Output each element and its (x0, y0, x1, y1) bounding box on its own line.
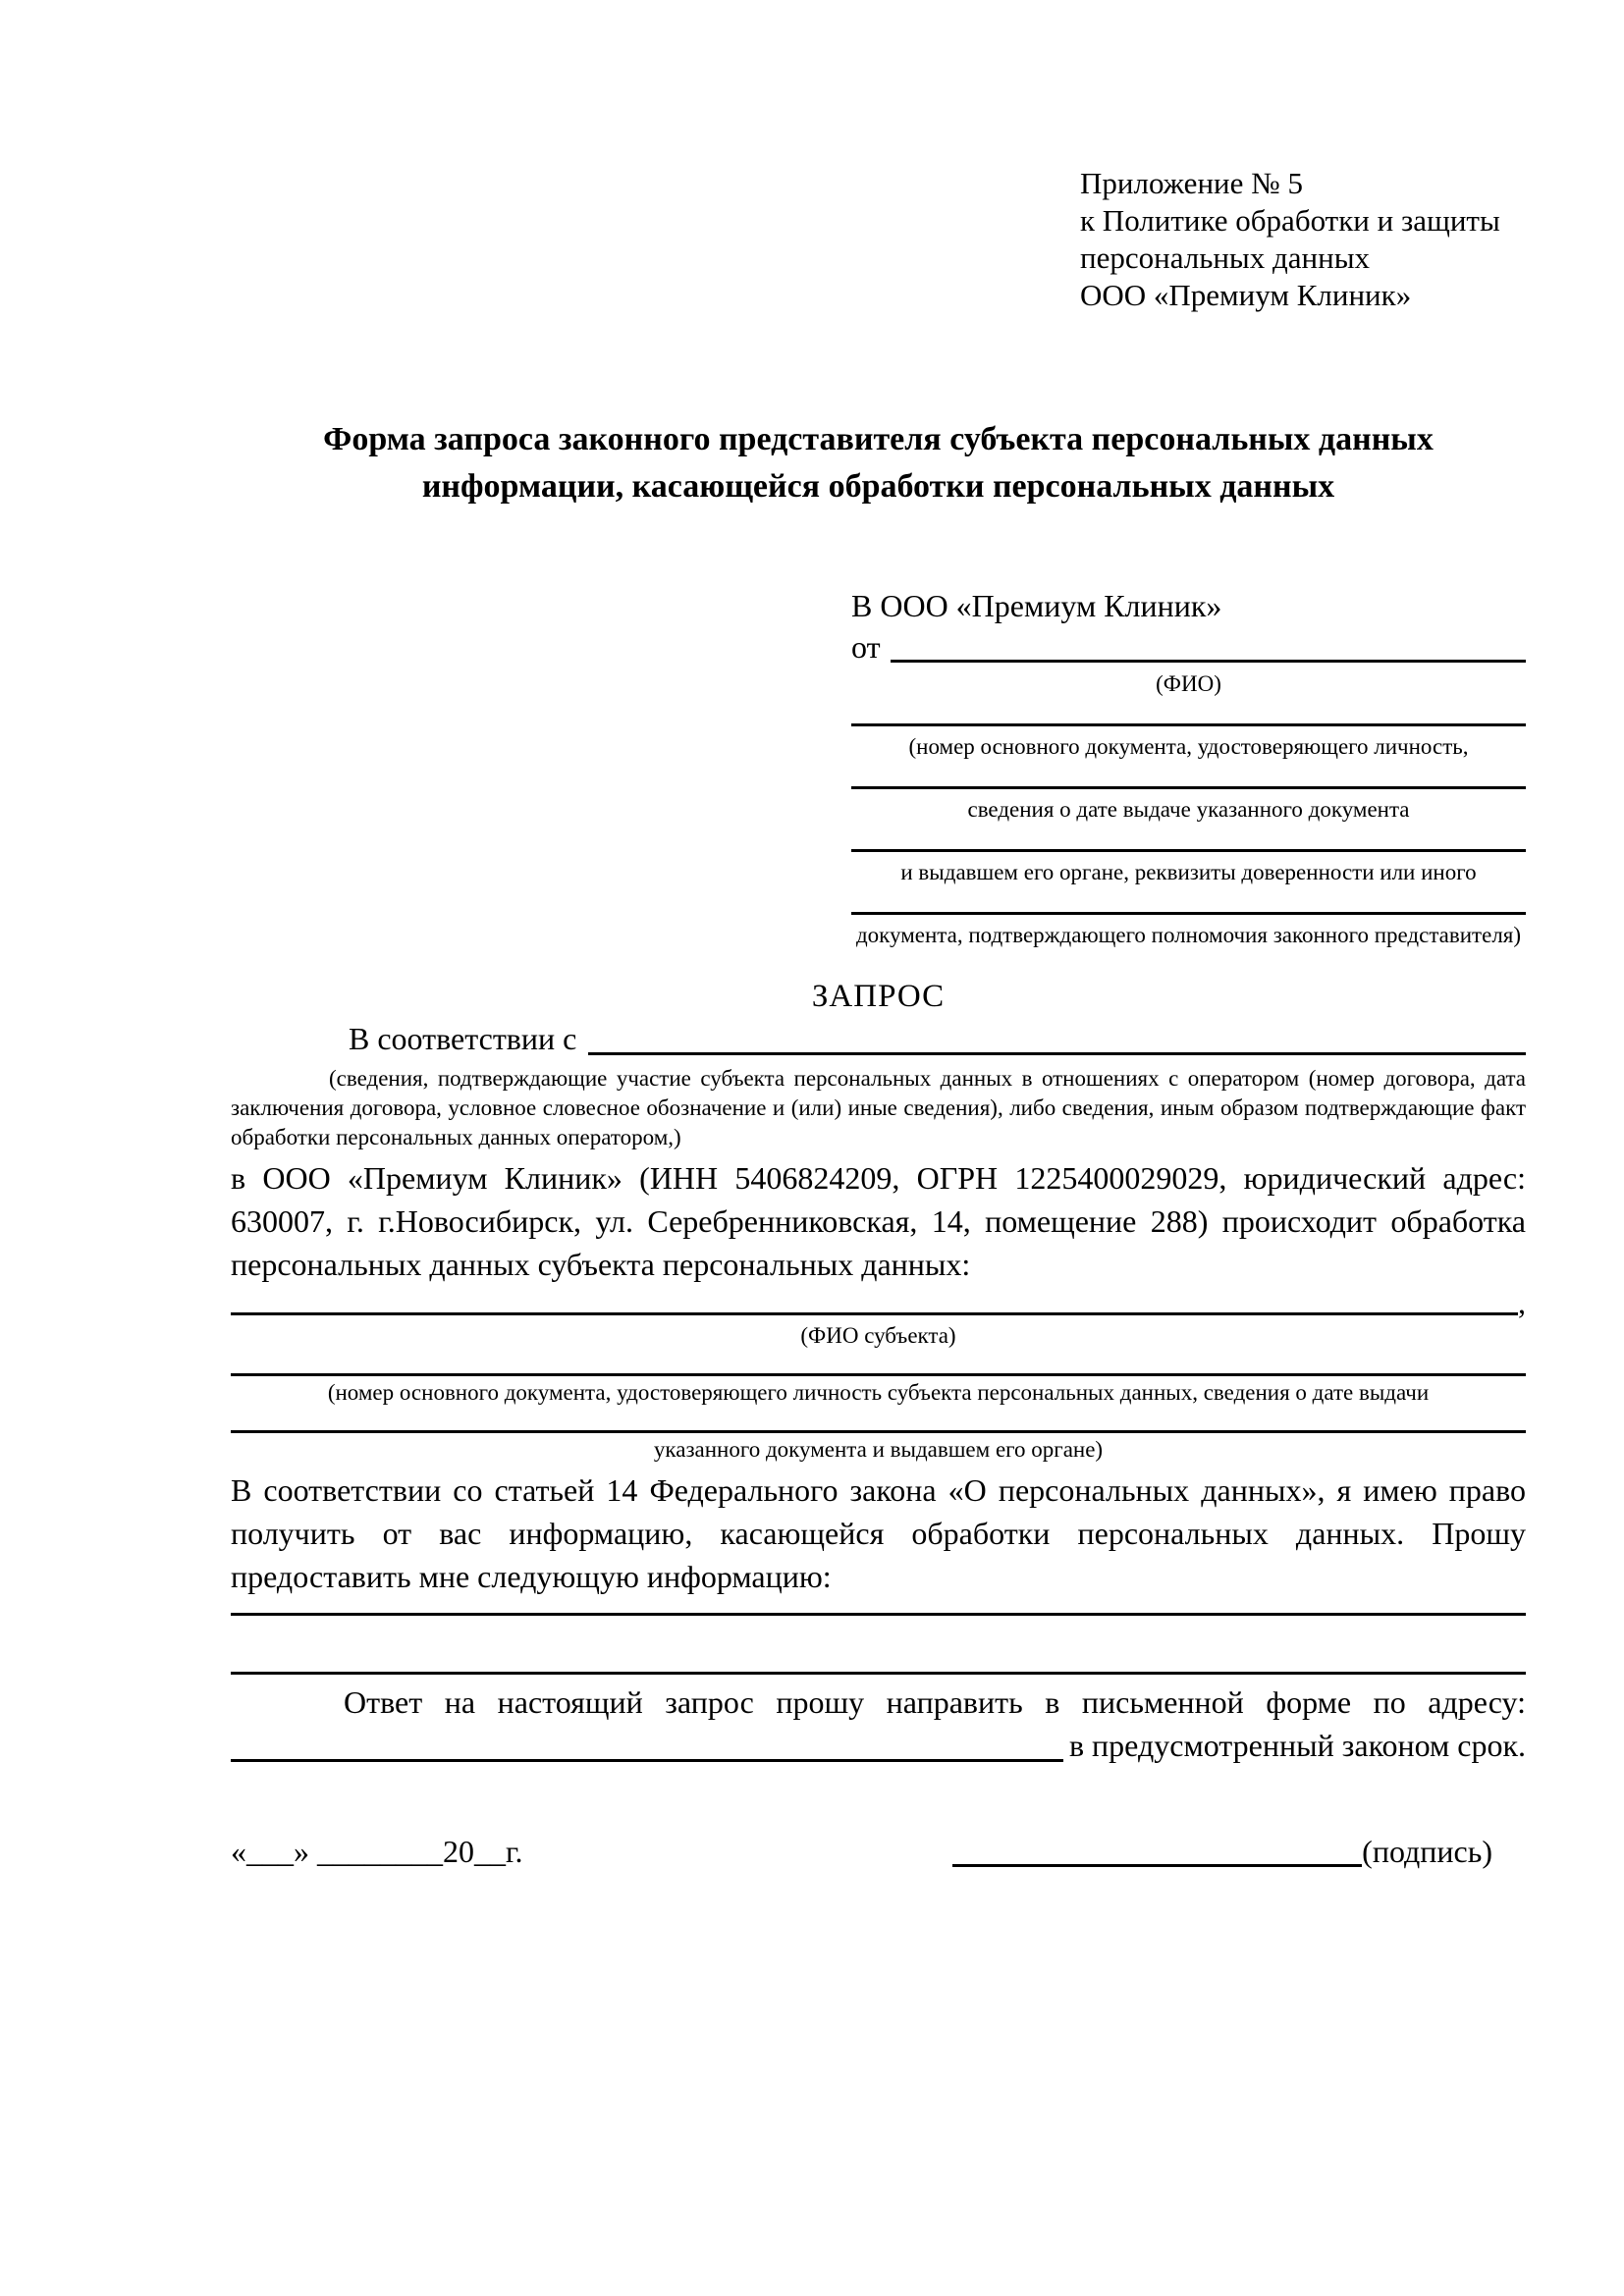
document-title (231, 416, 1526, 510)
fio-caption: (ФИО) (1156, 671, 1221, 696)
intro-prefix: В соответствии с (349, 1021, 577, 1056)
from-label: от (851, 629, 881, 665)
intro-row (231, 1017, 1526, 1060)
representative-doc-blank-line-4 (851, 885, 1526, 915)
representative-doc-caption-4: документа, подтверждающего полномочия законного представителя) (855, 923, 1522, 947)
answer-address-blank-line (231, 1724, 1063, 1762)
appendix-line-3: персональных данных (1080, 240, 1371, 275)
representative-doc-caption-1: (номер основного документа, удостоверяющего личность, (908, 734, 1469, 759)
from-fio-blank-line (891, 626, 1526, 663)
subject-fio-blank-line (231, 1312, 1518, 1315)
addressee-organization: В ООО «Премиум Клиник» (851, 588, 1222, 623)
intro-blank-line (588, 1017, 1526, 1055)
representative-doc-blank-line-1 (851, 697, 1526, 726)
representative-doc-blank-line-2 (851, 760, 1526, 789)
subject-trailing-comma: , (1518, 1285, 1526, 1320)
representative-doc-blank-line-3 (851, 823, 1526, 852)
subject-fio-blank-row (231, 1286, 1526, 1319)
document-title-line-1: Форма запроса законного представителя субъекта персональных данных (323, 421, 1434, 457)
representative-doc-caption-2: сведения о дате выдаче указанного документа (967, 797, 1410, 822)
signature-group (952, 1830, 1492, 1873)
information-blank-line-1 (231, 1598, 1526, 1616)
subject-doc-blank-line-2 (231, 1406, 1526, 1433)
answer-address-row (231, 1724, 1526, 1767)
law-paragraph: В соответствии со статьей 14 Федерального закона «О персональных данных», я имею право получить от вас информацию, касающейся обработки персональных данных. Прошу предоставить мне следующую информацию: (231, 1472, 1526, 1594)
signature-blank-line (952, 1864, 1362, 1867)
information-blank-line-2 (231, 1616, 1526, 1675)
appendix-line-2: к Политике обработки и защиты (1080, 203, 1500, 238)
answer-suffix: в предусмотренный законом срок. (1068, 1728, 1526, 1763)
representative-doc-caption-3: и выдавшем его органе, реквизиты доверенности или иного (900, 860, 1477, 884)
answer-paragraph: Ответ на настоящий запрос прошу направить в письменной форме по адресу: (344, 1684, 1526, 1720)
operator-paragraph: в ООО «Премиум Клиник» (ИНН 5406824209, ОГРН 1225400029029, юридический адрес: 630007, г. г.Новосибирск, ул. Серебренниковская, 14, помещение 288) происходит обработка персональных данных субъекта персональных данных: (231, 1160, 1526, 1282)
date-line: «___» ________20__г. (231, 1834, 523, 1869)
appendix-line-1: Приложение № 5 (1080, 166, 1303, 200)
subject-fio-caption: (ФИО субъекта) (800, 1323, 956, 1348)
appendix-note (1080, 0, 1526, 314)
subject-doc-caption-2: указанного документа и выдавшем его органе) (653, 1437, 1104, 1462)
footer-row (231, 1830, 1526, 1873)
document-title-line-2: информации, касающейся обработки персональных данных (421, 468, 1335, 505)
addressee-block (851, 585, 1526, 948)
appendix-line-4: ООО «Премиум Клиник» (1080, 278, 1412, 312)
request-heading: ЗАПРОС (811, 979, 946, 1014)
intro-caption: (сведения, подтверждающие участие субъекта персональных данных в отношениях с оператором (номер договора, дата заключения договора, условное словесное обозначение и (или) иные сведения), либо сведения, иным образом подтверждающие факт обработки персональных данных оператором,) (231, 1066, 1526, 1149)
addressee-from-row (851, 626, 1526, 667)
subject-doc-blank-line-1 (231, 1349, 1526, 1376)
subject-doc-caption-1: (номер основного документа, удостоверяющего личность субъекта персональных данных, сведения о дате выдачи (327, 1380, 1430, 1405)
signature-caption: (подпись) (1362, 1834, 1492, 1869)
